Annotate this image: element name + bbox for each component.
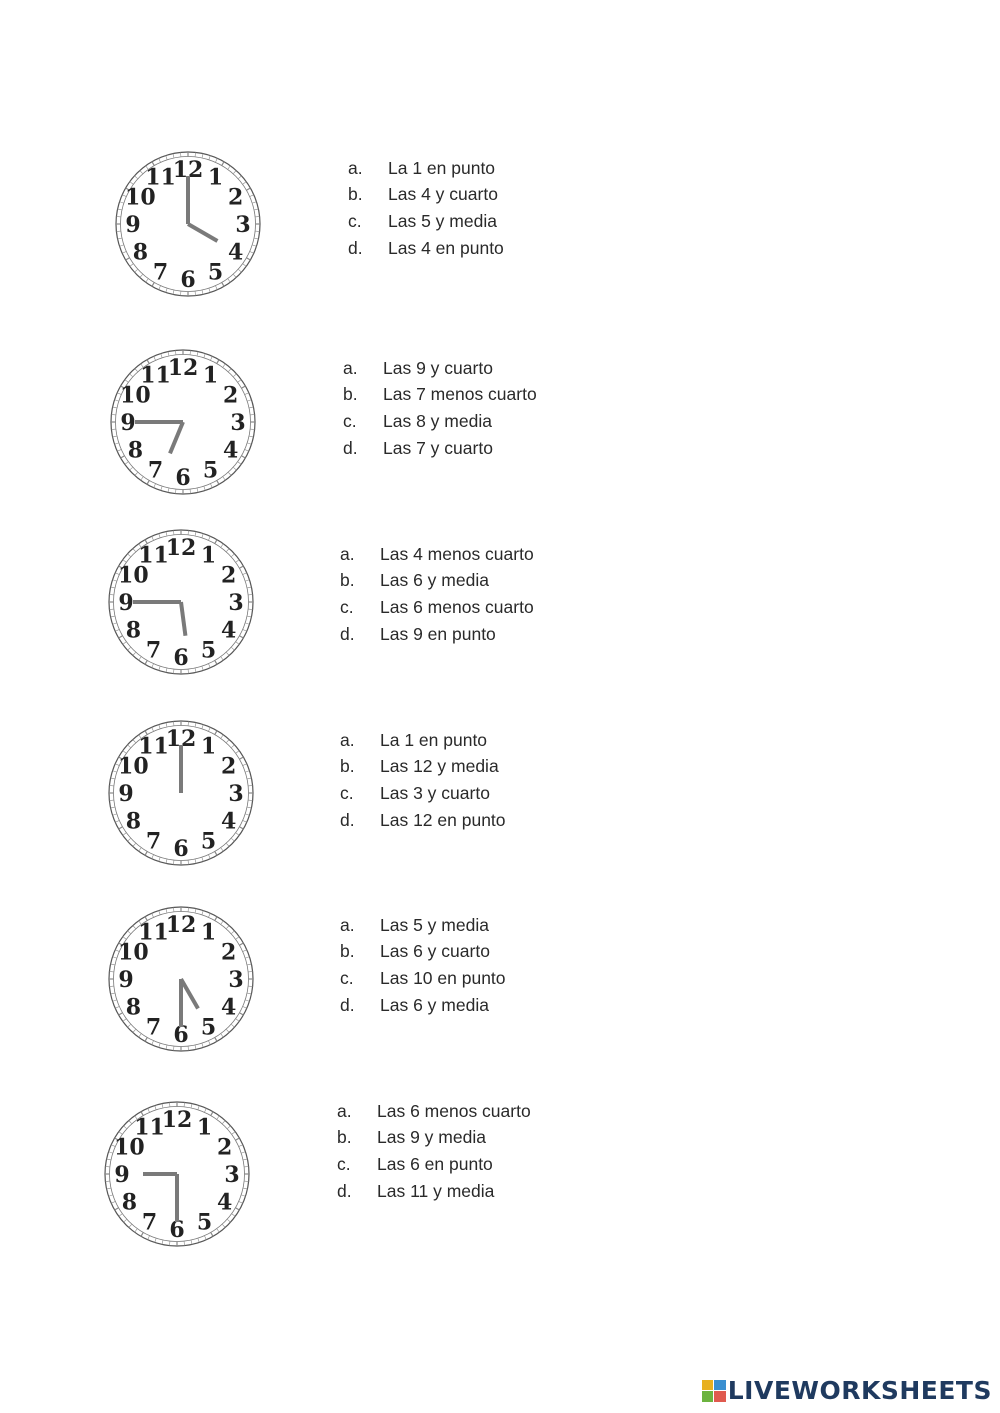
clock-number: 9 (118, 967, 134, 993)
logo-square-3 (702, 1391, 714, 1402)
clock-number: 11 (138, 733, 169, 760)
clock-5 (106, 904, 256, 1054)
clock-number: 8 (127, 437, 144, 464)
clock-number: 7 (152, 259, 169, 286)
clock-number: 2 (220, 939, 237, 966)
clock-number: 5 (202, 457, 219, 484)
option-b[interactable]: b. Las 6 y cuarto (340, 941, 490, 962)
clock-face (106, 904, 256, 1054)
clock-number: 11 (140, 362, 171, 389)
logo-square-1 (702, 1380, 714, 1391)
option-b[interactable]: b. Las 12 y media (340, 756, 499, 777)
clock-number: 3 (228, 781, 244, 807)
clock-number: 4 (220, 808, 237, 835)
clock-number: 12 (165, 726, 197, 752)
option-b[interactable]: b. Las 9 y media (337, 1127, 486, 1148)
clock-number: 11 (145, 164, 176, 191)
clock-number: 7 (145, 637, 162, 664)
option-d[interactable]: d. Las 4 en punto (348, 237, 504, 258)
logo-square-4 (714, 1391, 726, 1402)
clock-number: 5 (196, 1209, 213, 1236)
option-c[interactable]: c. Las 10 en punto (340, 967, 506, 988)
clock-number: 10 (120, 382, 151, 409)
clock-number: 1 (200, 919, 217, 946)
clock-number: 5 (200, 637, 217, 664)
clock-number: 4 (220, 994, 237, 1021)
clock-number: 2 (220, 753, 237, 780)
clock-6 (102, 1099, 252, 1249)
option-a[interactable]: a. Las 4 menos cuarto (340, 543, 534, 564)
option-b[interactable]: b. Las 6 y media (340, 570, 489, 591)
option-a[interactable]: a. Las 6 menos cuarto (337, 1100, 531, 1121)
clock-number: 3 (235, 212, 251, 238)
clock-number: 12 (165, 912, 197, 938)
option-c[interactable]: c. Las 6 en punto (337, 1153, 493, 1174)
clock-number: 3 (228, 590, 244, 616)
options-list-4 (340, 727, 506, 833)
clock-number: 5 (200, 1014, 217, 1041)
clock-number: 4 (222, 437, 239, 464)
option-a[interactable]: a. Las 9 y cuarto (343, 357, 493, 378)
clock-number: 6 (173, 645, 189, 671)
option-d[interactable]: d. Las 11 y media (337, 1180, 495, 1201)
options-list-6 (337, 1098, 531, 1204)
clock-2 (108, 347, 258, 497)
clock-face (102, 1099, 252, 1249)
option-d[interactable]: d. Las 7 y cuarto (343, 437, 493, 458)
options-list-2 (343, 355, 537, 461)
option-c[interactable]: c. Las 5 y media (348, 210, 497, 231)
clock-number: 1 (196, 1114, 213, 1141)
clock-number: 7 (145, 828, 162, 855)
clock-number: 12 (167, 355, 199, 381)
clock-number: 8 (125, 808, 142, 835)
clock-number: 10 (118, 562, 149, 589)
clock-number: 8 (132, 239, 149, 266)
clock-number: 8 (125, 617, 142, 644)
clock-number: 6 (180, 267, 196, 293)
clock-number: 7 (145, 1014, 162, 1041)
option-d[interactable]: d. Las 9 en punto (340, 623, 496, 644)
option-a[interactable]: a. Las 5 y media (340, 914, 489, 935)
clock-face (106, 527, 256, 677)
clock-number: 4 (227, 239, 244, 266)
clock-number: 1 (200, 733, 217, 760)
logo-square-2 (714, 1380, 726, 1391)
clock-number: 6 (173, 1022, 189, 1048)
clock-number: 4 (220, 617, 237, 644)
clock-number: 1 (200, 542, 217, 569)
option-a[interactable]: a. La 1 en punto (348, 157, 496, 178)
clock-number: 2 (216, 1134, 233, 1161)
clock-number: 8 (125, 994, 142, 1021)
clock-4 (106, 718, 256, 868)
clock-3 (106, 527, 256, 677)
clock-number: 6 (169, 1217, 185, 1243)
clock-number: 2 (227, 184, 244, 211)
clock-number: 7 (141, 1209, 158, 1236)
clock-number: 6 (173, 836, 189, 862)
clock-number: 9 (114, 1162, 130, 1188)
option-d[interactable]: d. Las 6 y media (340, 994, 489, 1015)
clock-number: 10 (114, 1134, 145, 1161)
clock-number: 6 (175, 465, 191, 491)
brand-watermark (702, 1376, 992, 1405)
clock-number: 10 (125, 184, 156, 211)
clock-number: 3 (230, 410, 246, 436)
clock-number: 4 (216, 1189, 233, 1216)
clock-number: 12 (172, 157, 204, 183)
option-c[interactable]: c. Las 3 y cuarto (340, 782, 490, 803)
clock-number: 3 (224, 1162, 240, 1188)
clock-number: 9 (118, 781, 134, 807)
clock-number: 12 (165, 535, 197, 561)
clock-number: 3 (228, 967, 244, 993)
option-c[interactable]: c. Las 8 y media (343, 410, 492, 431)
options-list-5 (340, 912, 506, 1018)
option-b[interactable]: b. Las 4 y cuarto (348, 184, 498, 205)
clock-number: 12 (161, 1107, 193, 1133)
clock-number: 10 (118, 939, 149, 966)
clock-number: 9 (118, 590, 134, 616)
clock-number: 7 (147, 457, 164, 484)
clock-number: 9 (125, 212, 141, 238)
clock-number: 10 (118, 753, 149, 780)
brand-text: LIVEWORKSHEETS (727, 1376, 992, 1405)
clock-number: 11 (134, 1114, 165, 1141)
clock-number: 1 (202, 362, 219, 389)
clock-face (106, 718, 256, 868)
option-c[interactable]: c. Las 6 menos cuarto (340, 596, 534, 617)
clock-number: 9 (120, 410, 136, 436)
clock-number: 2 (220, 562, 237, 589)
option-a[interactable]: a. La 1 en punto (340, 729, 488, 750)
liveworksheets-logo-icon (702, 1380, 726, 1402)
option-b[interactable]: b. Las 7 menos cuarto (343, 384, 537, 405)
clock-face (108, 347, 258, 497)
clock-number: 1 (207, 164, 224, 191)
clock-number: 8 (121, 1189, 138, 1216)
option-d[interactable]: d. Las 12 en punto (340, 809, 506, 830)
clock-number: 5 (200, 828, 217, 855)
clock-number: 11 (138, 542, 169, 569)
clock-number: 2 (222, 382, 239, 409)
clock-number: 11 (138, 919, 169, 946)
clock-number: 5 (207, 259, 224, 286)
options-list-3 (340, 541, 534, 647)
